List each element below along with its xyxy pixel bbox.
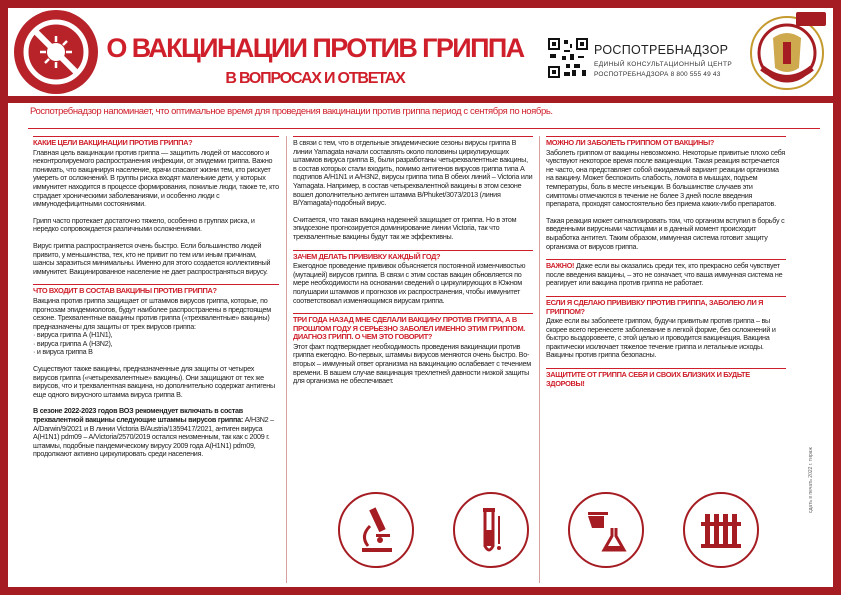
list-item: · и вируса гриппа В (33, 347, 93, 357)
slogan: ЗАЩИТИТЕ ОТ ГРИППА СЕБЯ И СВОИХ БЛИЗКИХ И БУДЬТЕ ЗДОРОВЫ! (546, 368, 786, 388)
section-heading: ЕСЛИ Я СДЕЛАЮ ПРИВИВКУ ПРОТИВ ГРИППА, ЗАБОЛЕЮ ЛИ Я ГРИППОМ? (546, 296, 786, 316)
header (8, 8, 833, 96)
no-virus-icon (14, 10, 98, 94)
anniversary-emblem-icon (744, 8, 830, 94)
test-tube-rack-icon (683, 492, 759, 568)
section-heading: ЧТО ВХОДИТ В СОСТАВ ВАКЦИНЫ ПРОТИВ ГРИППА? (33, 284, 279, 296)
important-label: ВАЖНО! (546, 261, 575, 271)
lab-icons-row (338, 492, 768, 572)
org-name: РОСПОТРЕБНАДЗОР (594, 43, 729, 57)
paragraph: Заболеть гриппом от вакцины невозможно. Некоторые привитые плохо себя чувствуют некоторое время после вакцинации. Такая реакция встречается не часто, она представляет собой ожидаемый вариант реакции организма на вакцину. Может беспокоить слабость, ломота в мышцах, подъем температуры, боль в месте инъекции. В большинстве случаев эти симптомы отмечаются в течение не более 3 дней после введения препарата, проходят самостоятельно без приема каких-либо препаратов. (546, 147, 785, 209)
paragraph: Вирус гриппа распространяется очень быстро. Если большинство людей привито, у меньшинства, тех, кто не привит по тем или иным причинам, шансы заразиться минимальны. Именно для этого создается коллективный иммунитет. Вакцинированное население не дает распространяться вирусу. (33, 240, 271, 276)
section-heading: ТРИ ГОДА НАЗАД МНЕ СДЕЛАЛИ ВАКЦИНУ ПРОТИВ ГРИППА, А В ПРОШЛОМ ГОДУ Я СЕРЬЕЗНО ЗАБОЛЕЛ ИМЕННО ЭТИМ ГРИППОМ. ДИАГНОЗ ГРИПП. О ЧЕМ ЭТО ГОВОРИТ? (293, 313, 533, 342)
page-title: О ВАКЦИНАЦИИ ПРОТИВ ГРИППА (106, 33, 524, 63)
column-divider (286, 136, 287, 583)
paragraph: Такая реакция может сигнализировать том, что организм вступил в борьбу с введенными вирусными частицами и в данный момент происходит выработка антител. Таким образом, иммунная система готовит защиту организма от вирусов гриппа. (546, 215, 785, 251)
paragraph-who (33, 407, 279, 459)
section-heading: КАКИЕ ЦЕЛИ ВАКЦИНАЦИИ ПРОТИВ ГРИППА? (33, 136, 279, 148)
lab-flask-icon (568, 492, 644, 568)
list-item: · вируса гриппа А (H1N1), (33, 330, 113, 340)
column-2 (293, 136, 533, 394)
section-heading: МОЖНО ЛИ ЗАБОЛЕТЬ ГРИППОМ ОТ ВАКЦИНЫ? (546, 136, 786, 148)
paragraph: Этот факт подтверждает необходимость проведения вакцинации против гриппа ежегодно. Во-первых, штаммы вирусов меняются очень быстро. Во-вторых – иммунный ответ организма на вакцинацию ослабевает с течением времени. В вашем случае вакцинация трехлетней давности низкой защиты для организма не обеспечивает. (293, 341, 531, 386)
print-info: сдать в печать 2022 г. тираж (808, 447, 814, 513)
section-heading: ЗАЧЕМ ДЕЛАТЬ ПРИВИВКУ КАЖДЫЙ ГОД? (293, 250, 533, 262)
intro-text: Роспотребнадзор напоминает, что оптимальное время для проведения вакцинации против гриппа период с сентября по ноябрь. (30, 106, 553, 117)
paragraph: Главная цель вакцинации против гриппа — защитить людей от массового и неконтролируемого распространения инфекции, от эпидемии гриппа. Важно понимать, что вакцинируя население, врачи спасают жизни тем, кто рискует умереть от осложнений. В группы риска входят маленькие дети, у которых иммунитет находится в процессе формирования, пожилые люди, также те, кто страдает хроническими заболеваниями, и особенно люди с иммунодефицитными состояниями. (33, 147, 279, 209)
paragraph: Даже если вы заболеете гриппом, будучи привитым против гриппа – вы скорее всего перенесете заболевание в легкой форме, без осложнений и быстро выздоровеете, с этой целью и проводится вакцинация. Вакцина практически исключает тяжелое течение гриппа и летальные исходы. Вакцины против гриппа безопасны. (546, 316, 776, 360)
header-divider (8, 96, 833, 103)
paragraph: Считается, что такая вакцина надежней защищает от гриппа. Но в этом эпидсезоне прогнозируется доминирование линии Victoria, так что трехвалентные вакцины будут так же эффективны. (293, 214, 517, 241)
important-note (546, 259, 786, 288)
paragraph: Вакцина против гриппа защищает от штаммов вирусов гриппа, которые, по прогнозам эпидемиологов, будут наиболее распространены в предстоящем сезоне. Трехвалентные вакцины против гриппа («трехвалентные» вакцины) предназначены для защиты от трех вирусов гриппа: (33, 295, 271, 331)
intro-divider (28, 128, 820, 129)
poster-sheet (8, 8, 833, 587)
important-text: Даже если вы оказались среди тех, кто прекрасно себя чувствует после введения вакцины, – это не означает, что ваша иммунная система не реагирует или вакцина против гриппа не работает. (546, 261, 783, 288)
list-item: · вируса гриппа А (H3N2), (33, 338, 113, 348)
paragraph: Ежегодное проведение прививок объясняется постоянной изменчивостью (мутацией) вирусов гриппа. В связи с этим состав вакцин обновляется по мере необходимости на основании сведений о циркулирующих в Южном полушарии штаммов и прогнозов их распространения, чтобы иммунитет соответствовал изменяющимся вирусам гриппа. (293, 261, 526, 305)
column-1 (33, 136, 279, 459)
org-hotline-title: ЕДИНЫЙ КОНСУЛЬТАЦИОННЫЙ ЦЕНТР (594, 61, 733, 68)
qr-code-icon (548, 38, 588, 78)
paragraph: В связи с тем, что в отдельные эпидемические сезоны вирусы гриппа В линии Yamagata начали составлять около половины циркулирующих штаммов вируса гриппа В, были разработаны четырехвалентные вакцины, в состав которых стали входить, помимо антигенов вирусов гриппа типа А подтипов А/H1N1 и А/H3N2, вирусы гриппа типа В обеих линий – Victoria или Yamagata. Например, в состав четырехвалентной вакцины в этом сезоне вошел дополнительно антиген штамма B/Phuket/3073/2013 (линия B/Yamagata)-подобный вирус. (293, 138, 533, 208)
who-strains: A/H3N2 – A/Darwin/9/2021 и B линии Victoria B/Austria/1359417/2021, антиген вируса А(H1N1) pdm09 – A/Victoria/2570/2019 остался неизменным, так как с 2009 г. штаммы, подобные пандемическому вирусу 2009 года А(H1N1) pdm09, продолжают активно циркулировать среди населения. (33, 415, 274, 459)
test-tube-icon (453, 492, 529, 568)
org-hotline-phone: РОСПОТРЕБНАДЗОРА 8 800 555 49 43 (594, 71, 721, 78)
microscope-icon (338, 492, 414, 568)
paragraph: Грипп часто протекает достаточно тяжело, особенно в группах риска, и нередко сопровождается различными осложнениями. (33, 215, 255, 234)
paragraph: Существуют также вакцины, предназначенные для защиты от четырех вирусов гриппа («четырехвалентные» вакцины). Они защищают от тех же вирусов, что и трехвалентная вакцина, но дополнительно содержат антигены еще одного вирусного штамма вируса гриппа В. (33, 364, 275, 399)
page-subtitle: В ВОПРОСАХ И ОТВЕТАХ (225, 70, 405, 87)
column-3 (546, 136, 786, 389)
who-recommendation: В сезоне 2022-2023 годов ВОЗ рекомендует включать в состав трехвалентной вакцины следующие штаммы вирусов гриппа: (33, 406, 243, 425)
